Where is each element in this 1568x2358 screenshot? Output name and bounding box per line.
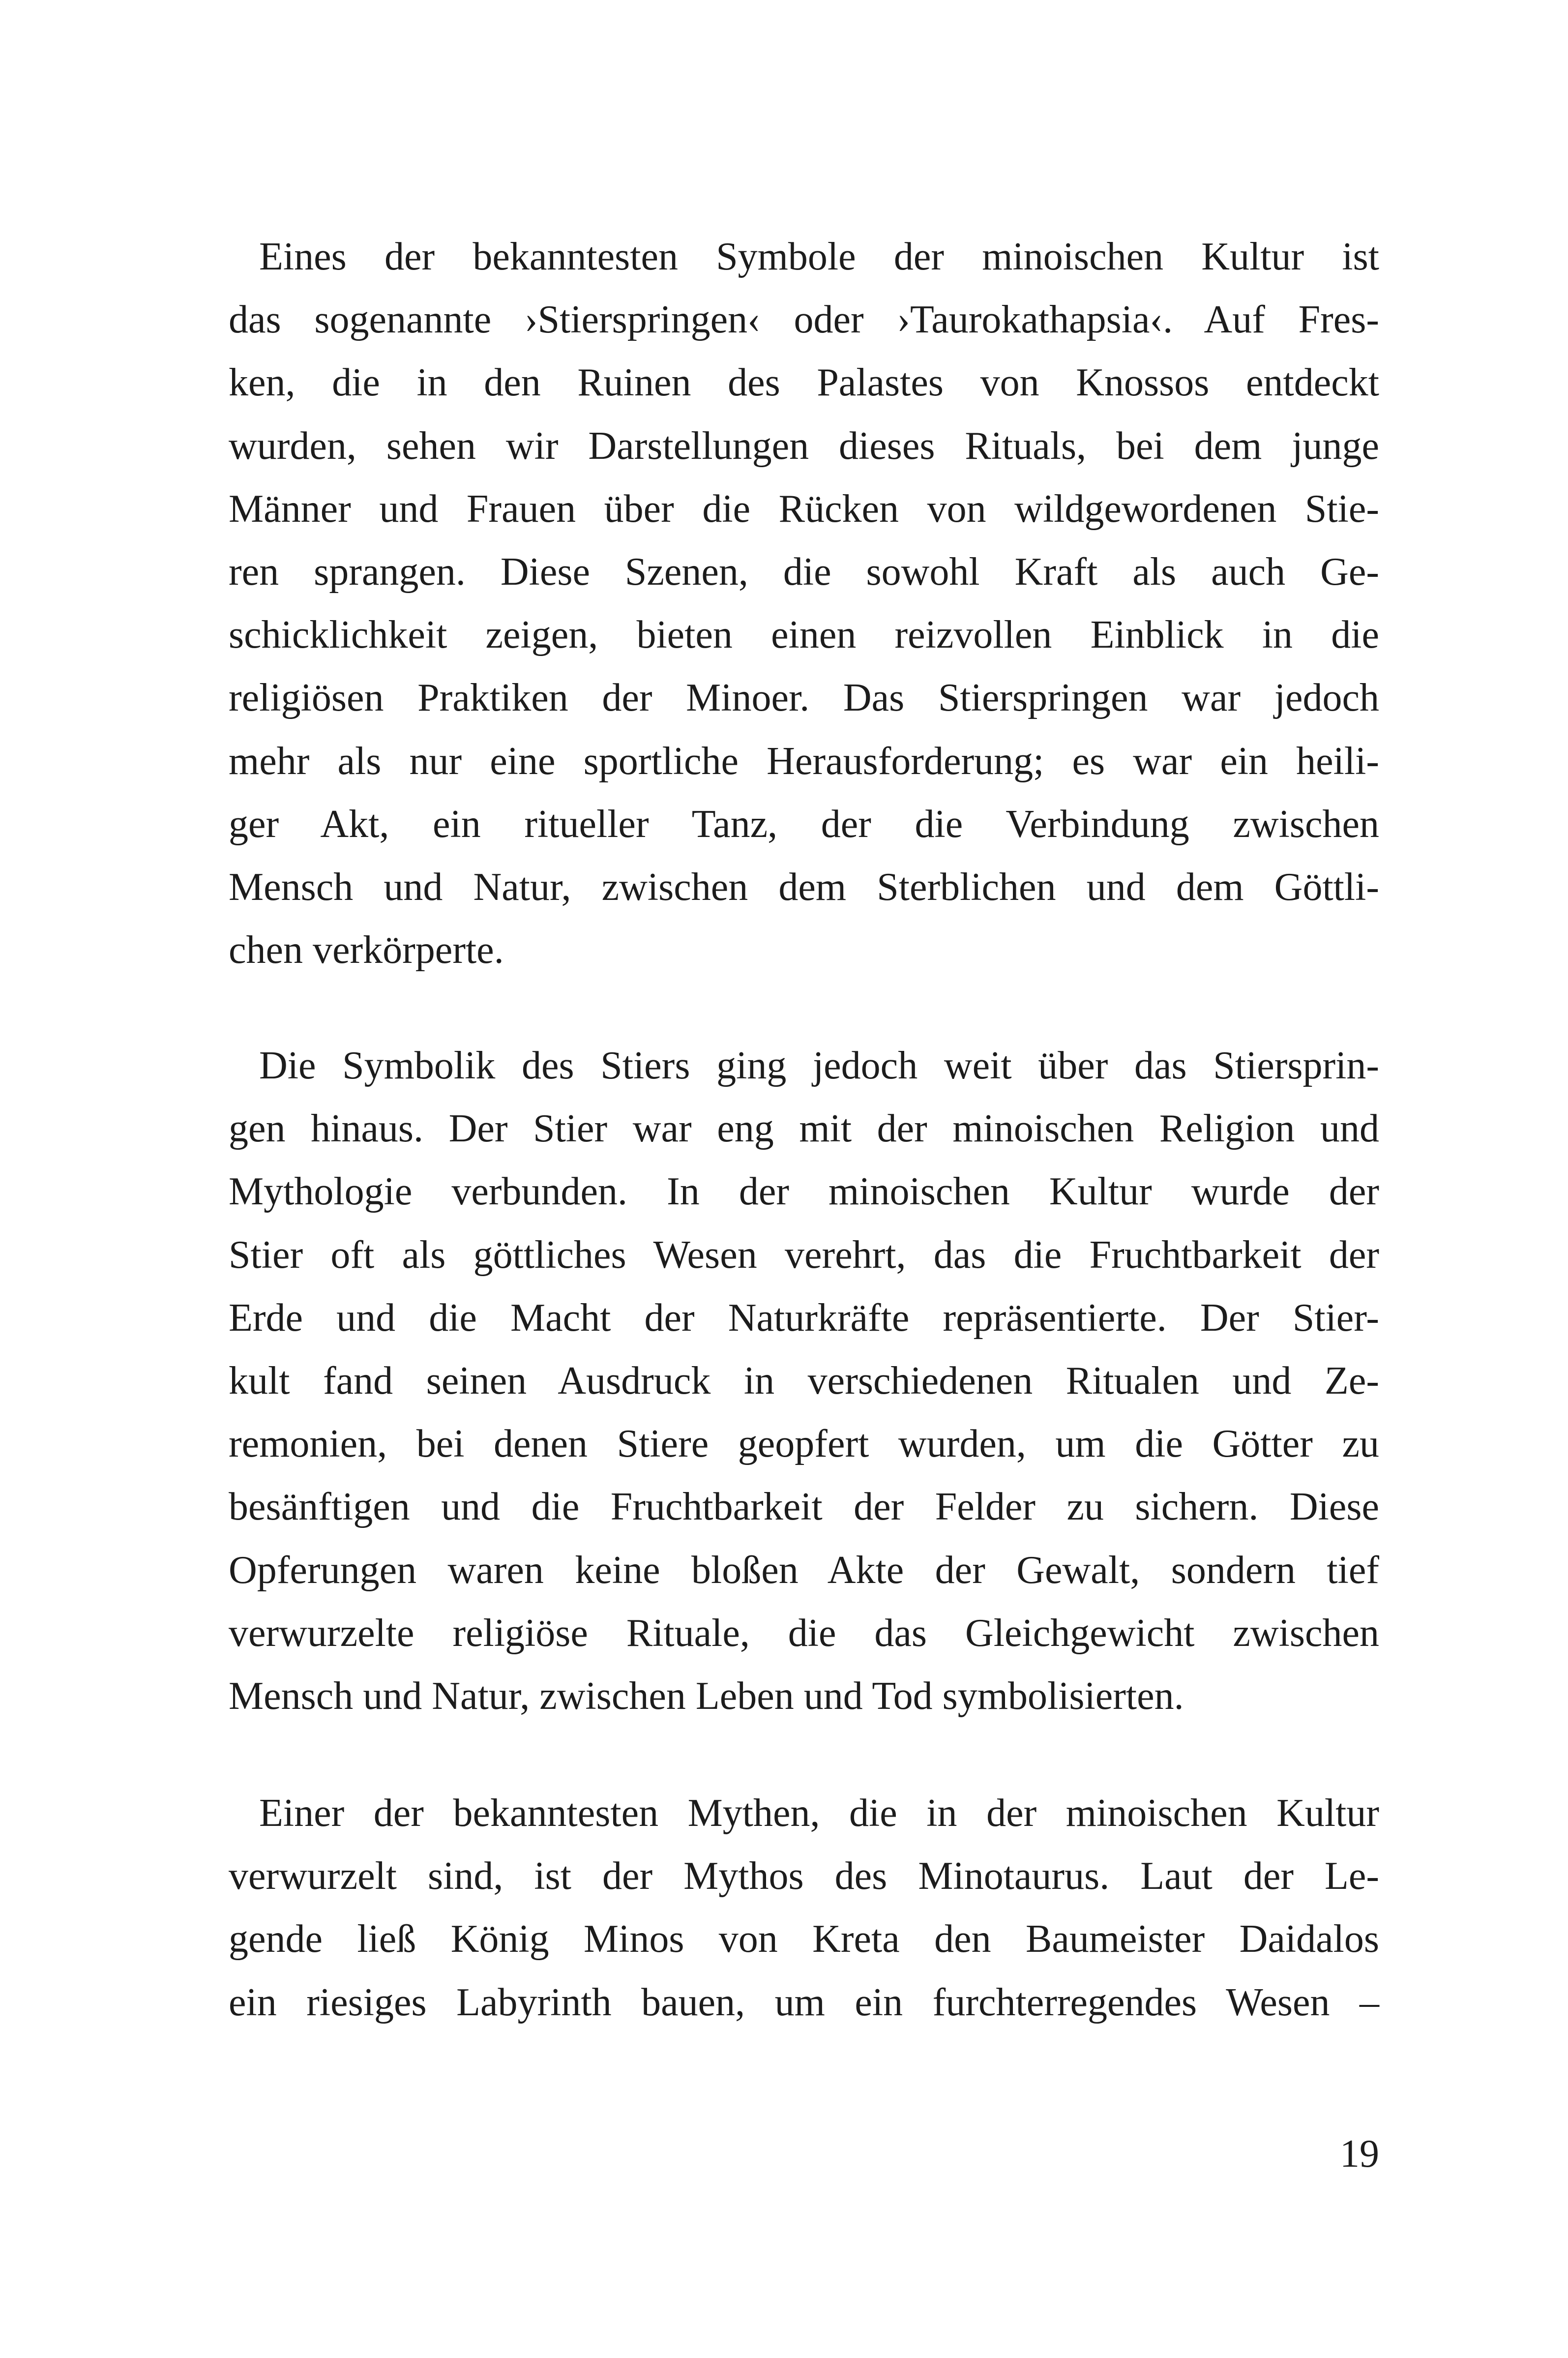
text-line: Stier oft als göttliches Wesen verehrt, das die Fruchtbarkeit der [229,1233,1379,1277]
text-line: Die Symbolik des Stiers ging jedoch weit über das Stiersprin- [259,1044,1379,1087]
text-line: wurden, sehen wir Darstellungen dieses Rituals, bei dem junge [229,424,1379,468]
paragraph-3 [229,1782,1379,2034]
text-line: gende ließ König Minos von Kreta den Baumeister Daidalos [229,1917,1379,1961]
page-number: 19 [1340,2132,1379,2176]
text-line: Männer und Frauen über die Rücken von wildgewordenen Stie- [229,487,1379,531]
text-line: verwurzelt sind, ist der Mythos des Minotaurus. Laut der Le- [229,1854,1379,1898]
text-line: Einer der bekanntesten Mythen, die in der minoischen Kultur [259,1791,1379,1835]
text-line: kult fand seinen Ausdruck in verschiedenen Ritualen und Ze- [229,1359,1379,1403]
text-line: Mythologie verbunden. In der minoischen Kultur wurde der [229,1170,1379,1214]
text-line: ger Akt, ein ritueller Tanz, der die Verbindung zwischen [229,802,1379,846]
text-line: gen hinaus. Der Stier war eng mit der minoischen Religion und [229,1107,1379,1151]
text-line: mehr als nur eine sportliche Herausforderung; es war ein heili- [229,739,1379,783]
text-line: das sogenannte ›Stierspringen‹ oder ›Taurokathapsia‹. Auf Fres- [229,298,1379,342]
text-line: Eines der bekanntesten Symbole der minoischen Kultur ist [259,235,1379,278]
text-line: religiösen Praktiken der Minoer. Das Stierspringen war jedoch [229,676,1379,720]
text-line: Mensch und Natur, zwischen dem Sterblichen und dem Göttli- [229,866,1379,909]
paragraph-1 [229,225,1379,982]
text-line: ein riesiges Labyrinth bauen, um ein furchterregendes Wesen – [229,1980,1379,2024]
text-line: Erde und die Macht der Naturkräfte repräsentierte. Der Stier- [229,1296,1379,1340]
text-line: ken, die in den Ruinen des Palastes von Knossos entdeckt [229,361,1379,405]
paragraph-2 [229,1034,1379,1728]
text-line: chen verkörperte. [229,928,504,972]
text-line: schicklichkeit zeigen, bieten einen reizvollen Einblick in die [229,613,1379,657]
text-line: Opferungen waren keine bloßen Akte der Gewalt, sondern tief [229,1548,1379,1592]
text-line: Mensch und Natur, zwischen Leben und Tod symbolisierten. [229,1674,1184,1718]
text-line: ren sprangen. Diese Szenen, die sowohl Kraft als auch Ge- [229,550,1379,594]
text-line: besänftigen und die Fruchtbarkeit der Felder zu sichern. Diese [229,1485,1379,1529]
text-line: verwurzelte religiöse Rituale, die das Gleichgewicht zwischen [229,1611,1379,1655]
text-line: remonien, bei denen Stiere geopfert wurden, um die Götter zu [229,1422,1379,1466]
